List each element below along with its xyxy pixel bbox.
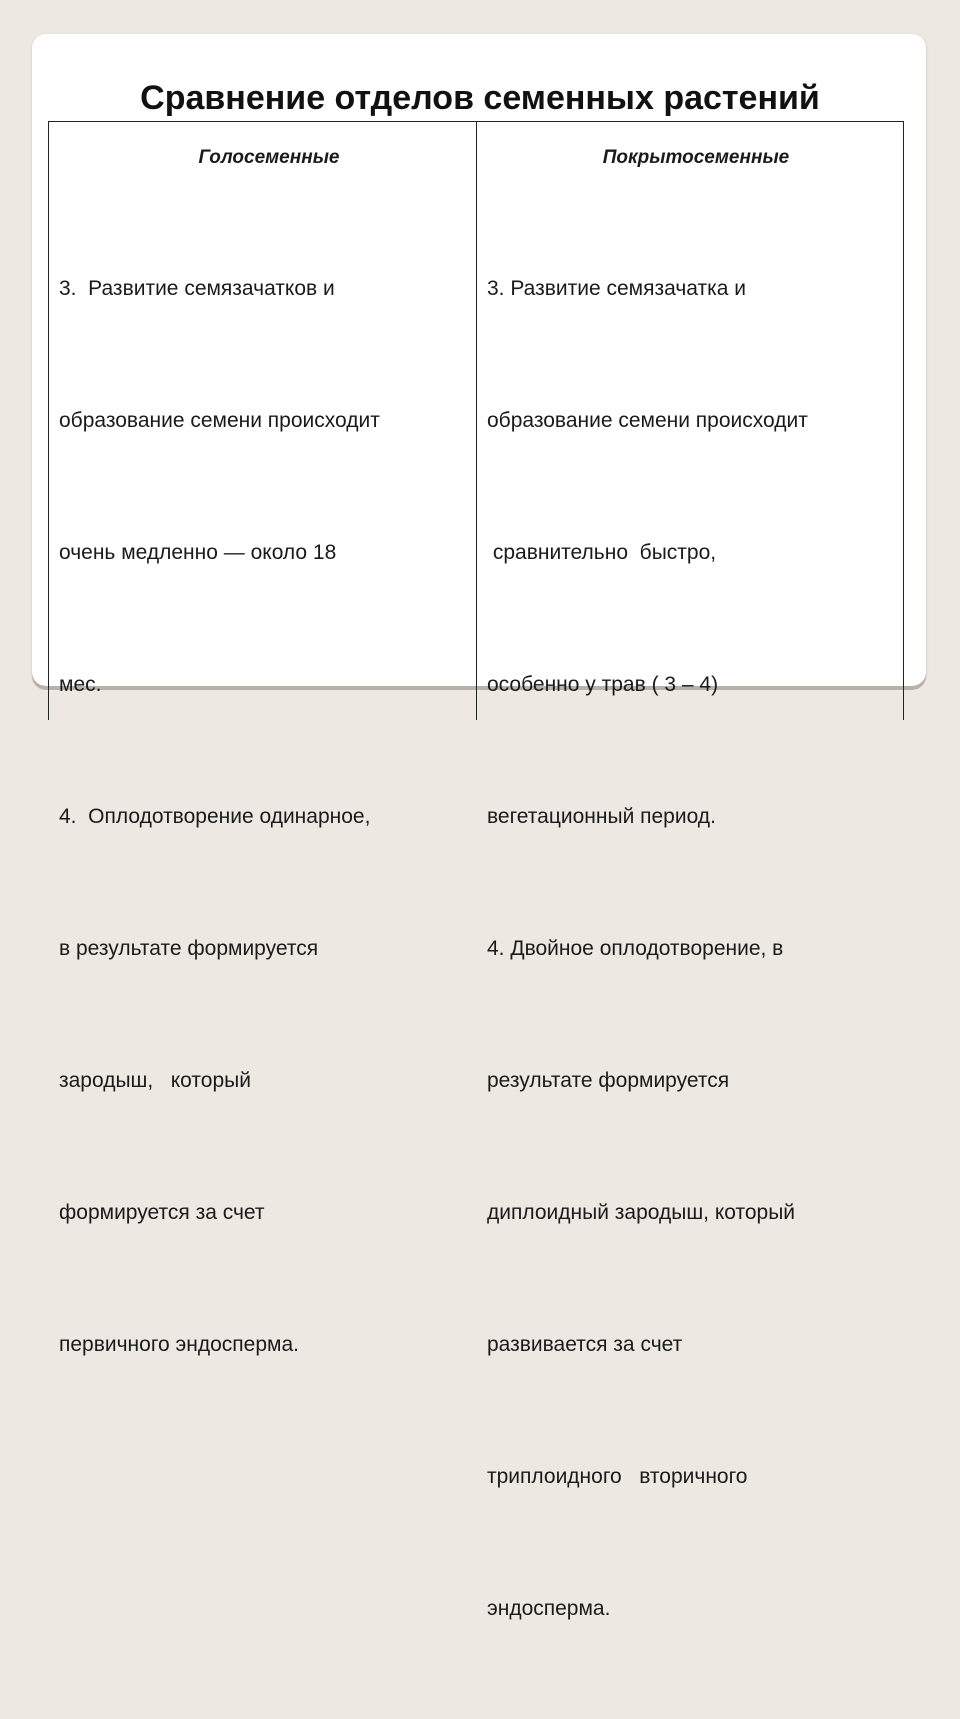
column-heading: Голосеменные (198, 147, 340, 168)
text-line: результате формируется (487, 1069, 730, 1092)
column-divider (476, 122, 477, 720)
text-line: 4. Двойное оплодотворение, в (487, 937, 784, 960)
text-line: триплоидного вторичного (487, 1465, 748, 1488)
column-text (487, 179, 897, 1719)
comparison-table (48, 121, 904, 1620)
column-text (59, 179, 471, 1455)
text-line: эндосперма. (487, 1597, 611, 1620)
text-line: образование семени происходит (59, 409, 380, 432)
text-line: развивается за счет (487, 1333, 683, 1356)
text-line: зародыш, который (59, 1069, 251, 1092)
text-line: 4. Оплодотворение одинарное, (59, 805, 371, 828)
text-line: первичного эндосперма. (59, 1333, 299, 1356)
column-angiosperms (487, 140, 897, 1719)
column-gymnosperms (59, 140, 471, 1455)
text-line: особенно у трав ( 3 – 4) (487, 673, 719, 696)
text-line: формируется за счет (59, 1201, 265, 1224)
text-line: вегетационный период. (487, 805, 716, 828)
text-line: образование семени происходит (487, 409, 808, 432)
text-line: сравнительно быстро, (487, 541, 717, 564)
text-line: мес. (59, 673, 102, 696)
text-line: диплоидный зародыш, который (487, 1201, 796, 1224)
page-title: Сравнение отделов семенных растений (140, 79, 820, 117)
text-line: 3. Развитие семязачатков и (59, 277, 335, 300)
text-line: 3. Развитие семязачатка и (487, 277, 746, 300)
text-line: в результате формируется (59, 937, 319, 960)
column-heading: Покрытосеменные (602, 147, 790, 168)
text-line: очень медленно — около 18 (59, 541, 337, 564)
